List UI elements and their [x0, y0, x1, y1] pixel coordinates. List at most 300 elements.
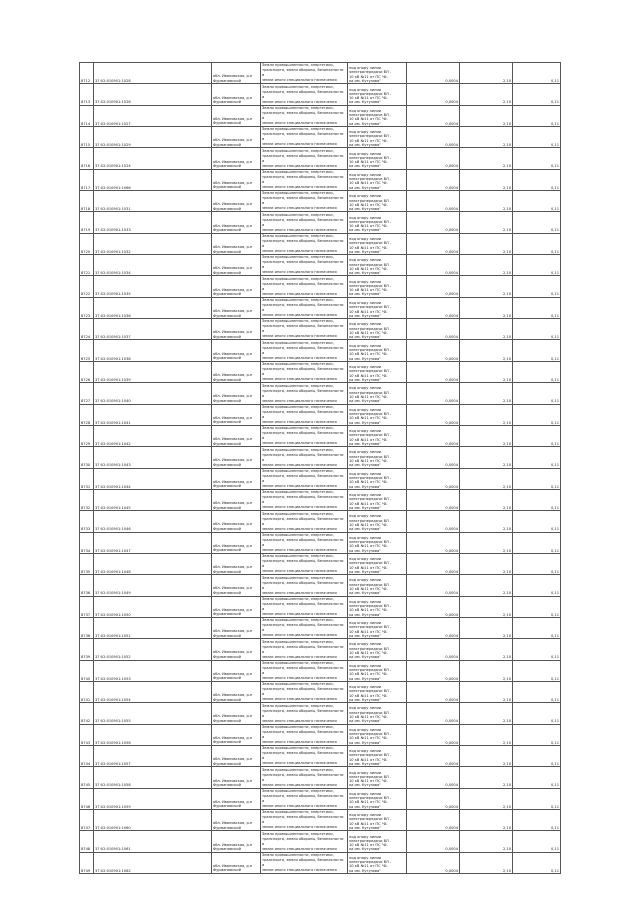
cadastral-number-cell: 37:02:010901:1048	[94, 553, 212, 574]
table-body	[80, 63, 561, 874]
address-cell: обл. Ивановская, р-н Фурмановский	[212, 852, 261, 873]
cadastral-number-cell: 37:02:010901:1027	[94, 105, 212, 126]
land-category-cell: Земли промышленности, энергетики, транспорта, земли обороны, безопасности и земли иного специального назначения	[261, 489, 348, 510]
table-row	[80, 532, 561, 553]
tax-rate-cell: 2,10	[460, 84, 513, 105]
row-number-cell: 8742	[80, 703, 94, 724]
tax-amount-cell: 0,11	[513, 84, 561, 105]
tax-amount-cell: 0,11	[513, 276, 561, 297]
tax-amount-cell: 0,11	[513, 596, 561, 617]
address-cell: обл. Ивановская, р-н Фурмановский	[212, 746, 261, 767]
address-cell: обл. Ивановская, р-н Фурмановский	[212, 788, 261, 809]
permitted-use-cell: под опору линии электропередачи ВЛ - 10 кВ №11 от ПС "Ф- ка им. Кутузова"	[348, 233, 407, 254]
area-cell: 0,0004	[407, 361, 460, 382]
area-cell: 0,0004	[407, 617, 460, 638]
tax-amount-cell: 0,11	[513, 660, 561, 681]
tax-amount-cell: 0,11	[513, 148, 561, 169]
area-cell: 0,0004	[407, 746, 460, 767]
tax-rate-cell: 2,10	[460, 233, 513, 254]
land-category-cell: Земли промышленности, энергетики, транспорта, земли обороны, безопасности и земли иного специального назначения	[261, 361, 348, 382]
table-row	[80, 63, 561, 84]
tax-rate-cell: 2,10	[460, 404, 513, 425]
document-page	[79, 62, 560, 874]
tax-amount-cell: 0,11	[513, 511, 561, 532]
land-category-cell: Земли промышленности, энергетики, транспорта, земли обороны, безопасности и земли иного специального назначения	[261, 596, 348, 617]
table-row	[80, 810, 561, 831]
address-cell: обл. Ивановская, р-н Фурмановский	[212, 596, 261, 617]
address-cell: обл. Ивановская, р-н Фурмановский	[212, 340, 261, 361]
permitted-use-cell: под опору линии электропередачи ВЛ - 10 кВ №11 от ПС "Ф- ка им. Кутузова"	[348, 468, 407, 489]
area-cell: 0,0004	[407, 553, 460, 574]
area-cell: 0,0004	[407, 63, 460, 84]
permitted-use-cell: под опору линии электропередачи ВЛ - 10 кВ №11 от ПС "Ф- ка им. Кутузова"	[348, 63, 407, 84]
tax-amount-cell: 0,11	[513, 681, 561, 702]
area-cell: 0,0004	[407, 639, 460, 660]
address-cell: обл. Ивановская, р-н Фурмановский	[212, 169, 261, 190]
address-cell: обл. Ивановская, р-н Фурмановский	[212, 831, 261, 852]
permitted-use-cell: под опору линии электропередачи ВЛ - 10 кВ №11 от ПС "Ф- ка им. Кутузова"	[348, 532, 407, 553]
permitted-use-cell: под опору линии электропередачи ВЛ - 10 кВ №11 от ПС "Ф- ка им. Кутузова"	[348, 105, 407, 126]
row-number-cell: 8719	[80, 212, 94, 233]
cadastral-number-cell: 37:02:010901:1062	[94, 852, 212, 873]
tax-amount-cell: 0,11	[513, 852, 561, 873]
table-row	[80, 191, 561, 212]
permitted-use-cell: под опору линии электропередачи ВЛ - 10 кВ №11 от ПС "Ф- ка им. Кутузова"	[348, 575, 407, 596]
tax-rate-cell: 2,10	[460, 810, 513, 831]
cadastral-number-cell: 37:02:010901:1056	[94, 724, 212, 745]
area-cell: 0,0004	[407, 852, 460, 873]
tax-amount-cell: 0,11	[513, 724, 561, 745]
land-category-cell: Земли промышленности, энергетики, транспорта, земли обороны, безопасности и земли иного специального назначения	[261, 63, 348, 84]
cadastral-number-cell: 37:02:010901:1041	[94, 404, 212, 425]
row-number-cell: 8732	[80, 489, 94, 510]
tax-rate-cell: 2,10	[460, 63, 513, 84]
tax-rate-cell: 2,10	[460, 105, 513, 126]
permitted-use-cell: под опору линии электропередачи ВЛ - 10 кВ №11 от ПС "Ф- ка им. Кутузова"	[348, 767, 407, 788]
row-number-cell: 8730	[80, 447, 94, 468]
row-number-cell: 8746	[80, 788, 94, 809]
row-number-cell: 8725	[80, 340, 94, 361]
table-row	[80, 703, 561, 724]
tax-rate-cell: 2,10	[460, 425, 513, 446]
permitted-use-cell: под опору линии электропередачи ВЛ - 10 кВ №11 от ПС "Ф- ка им. Кутузова"	[348, 127, 407, 148]
area-cell: 0,0004	[407, 489, 460, 510]
tax-amount-cell: 0,11	[513, 767, 561, 788]
row-number-cell: 8728	[80, 404, 94, 425]
permitted-use-cell: под опору линии электропередачи ВЛ - 10 кВ №11 от ПС "Ф- ка им. Кутузова"	[348, 681, 407, 702]
address-cell: обл. Ивановская, р-н Фурмановский	[212, 703, 261, 724]
area-cell: 0,0004	[407, 255, 460, 276]
address-cell: обл. Ивановская, р-н Фурмановский	[212, 575, 261, 596]
permitted-use-cell: под опору линии электропередачи ВЛ - 10 кВ №11 от ПС "Ф- ка им. Кутузова"	[348, 788, 407, 809]
cadastral-number-cell: 37:02:010901:1051	[94, 617, 212, 638]
row-number-cell: 8749	[80, 852, 94, 873]
area-cell: 0,0004	[407, 511, 460, 532]
address-cell: обл. Ивановская, р-н Фурмановский	[212, 404, 261, 425]
land-category-cell: Земли промышленности, энергетики, транспорта, земли обороны, безопасности и земли иного специального назначения	[261, 468, 348, 489]
tax-rate-cell: 2,10	[460, 212, 513, 233]
cadastral-number-cell: 37:02:010901:1058	[94, 767, 212, 788]
tax-amount-cell: 0,11	[513, 703, 561, 724]
cadastral-number-cell: 37:02:010901:1042	[94, 425, 212, 446]
land-category-cell: Земли промышленности, энергетики, транспорта, земли обороны, безопасности и земли иного специального назначения	[261, 127, 348, 148]
cadastral-number-cell: 37:02:010901:1032	[94, 233, 212, 254]
cadastral-number-cell: 37:02:010901:1050	[94, 596, 212, 617]
area-cell: 0,0004	[407, 532, 460, 553]
permitted-use-cell: под опору линии электропередачи ВЛ - 10 кВ №11 от ПС "Ф- ка им. Кутузова"	[348, 169, 407, 190]
table-row	[80, 511, 561, 532]
permitted-use-cell: под опору линии электропередачи ВЛ - 10 кВ №11 от ПС "Ф- ка им. Кутузова"	[348, 724, 407, 745]
area-cell: 0,0004	[407, 425, 460, 446]
tax-rate-cell: 2,10	[460, 767, 513, 788]
table-row	[80, 361, 561, 382]
cadastral-number-cell: 37:02:010901:1044	[94, 468, 212, 489]
land-category-cell: Земли промышленности, энергетики, транспорта, земли обороны, безопасности и земли иного специального назначения	[261, 532, 348, 553]
table-row	[80, 617, 561, 638]
land-tax-table	[79, 62, 561, 874]
permitted-use-cell: под опору линии электропередачи ВЛ - 10 кВ №11 от ПС "Ф- ка им. Кутузова"	[348, 276, 407, 297]
permitted-use-cell: под опору линии электропередачи ВЛ - 10 кВ №11 от ПС "Ф- ка им. Кутузова"	[348, 852, 407, 873]
land-category-cell: Земли промышленности, энергетики, транспорта, земли обороны, безопасности и земли иного специального назначения	[261, 233, 348, 254]
address-cell: обл. Ивановская, р-н Фурмановский	[212, 425, 261, 446]
tax-amount-cell: 0,11	[513, 105, 561, 126]
row-number-cell: 8712	[80, 63, 94, 84]
tax-amount-cell: 0,11	[513, 575, 561, 596]
table-row	[80, 596, 561, 617]
area-cell: 0,0004	[407, 127, 460, 148]
cadastral-number-cell: 37:02:010901:1038	[94, 340, 212, 361]
tax-rate-cell: 2,10	[460, 276, 513, 297]
address-cell: обл. Ивановская, р-н Фурмановский	[212, 468, 261, 489]
land-category-cell: Земли промышленности, энергетики, транспорта, земли обороны, безопасности и земли иного специального назначения	[261, 703, 348, 724]
land-category-cell: Земли промышленности, энергетики, транспорта, земли обороны, безопасности и земли иного специального назначения	[261, 276, 348, 297]
land-category-cell: Земли промышленности, энергетики, транспорта, земли обороны, безопасности и земли иного специального назначения	[261, 511, 348, 532]
tax-rate-cell: 2,10	[460, 831, 513, 852]
permitted-use-cell: под опору линии электропередачи ВЛ - 10 кВ №11 от ПС "Ф- ка им. Кутузова"	[348, 148, 407, 169]
land-category-cell: Земли промышленности, энергетики, транспорта, земли обороны, безопасности и земли иного специального назначения	[261, 255, 348, 276]
cadastral-number-cell: 37:02:010901:1033	[94, 212, 212, 233]
tax-amount-cell: 0,11	[513, 532, 561, 553]
address-cell: обл. Ивановская, р-н Фурмановский	[212, 767, 261, 788]
cadastral-number-cell: 37:02:010901:1061	[94, 831, 212, 852]
permitted-use-cell: под опору линии электропередачи ВЛ - 10 кВ №11 от ПС "Ф- ка им. Кутузова"	[348, 383, 407, 404]
table-row	[80, 127, 561, 148]
land-category-cell: Земли промышленности, энергетики, транспорта, земли обороны, безопасности и земли иного специального назначения	[261, 660, 348, 681]
row-number-cell: 8727	[80, 383, 94, 404]
row-number-cell: 8747	[80, 810, 94, 831]
row-number-cell: 8743	[80, 724, 94, 745]
table-row	[80, 788, 561, 809]
row-number-cell: 8716	[80, 148, 94, 169]
address-cell: обл. Ивановская, р-н Фурмановский	[212, 148, 261, 169]
tax-amount-cell: 0,11	[513, 319, 561, 340]
table-row	[80, 84, 561, 105]
land-category-cell: Земли промышленности, энергетики, транспорта, земли обороны, безопасности и земли иного специального назначения	[261, 447, 348, 468]
land-category-cell: Земли промышленности, энергетики, транспорта, земли обороны, безопасности и земли иного специального назначения	[261, 681, 348, 702]
permitted-use-cell: под опору линии электропередачи ВЛ - 10 кВ №11 от ПС "Ф- ка им. Кутузова"	[348, 831, 407, 852]
permitted-use-cell: под опору линии электропередачи ВЛ - 10 кВ №11 от ПС "Ф- ка им. Кутузова"	[348, 404, 407, 425]
tax-rate-cell: 2,10	[460, 127, 513, 148]
cadastral-number-cell: 37:02:010901:1059	[94, 788, 212, 809]
area-cell: 0,0004	[407, 191, 460, 212]
area-cell: 0,0004	[407, 169, 460, 190]
area-cell: 0,0004	[407, 831, 460, 852]
tax-amount-cell: 0,11	[513, 489, 561, 510]
permitted-use-cell: под опору линии электропередачи ВЛ - 10 кВ №11 от ПС "Ф- ка им. Кутузова"	[348, 639, 407, 660]
cadastral-number-cell: 37:02:010901:1035	[94, 276, 212, 297]
table-row	[80, 724, 561, 745]
cadastral-number-cell: 37:02:010901:1036	[94, 297, 212, 318]
permitted-use-cell: под опору линии электропередачи ВЛ - 10 кВ №11 от ПС "Ф- ка им. Кутузова"	[348, 746, 407, 767]
tax-amount-cell: 0,11	[513, 425, 561, 446]
land-category-cell: Земли промышленности, энергетики, транспорта, земли обороны, безопасности и земли иного специального назначения	[261, 810, 348, 831]
permitted-use-cell: под опору линии электропередачи ВЛ - 10 кВ №11 от ПС "Ф- ка им. Кутузова"	[348, 447, 407, 468]
tax-rate-cell: 2,10	[460, 596, 513, 617]
table-row	[80, 831, 561, 852]
cadastral-number-cell: 37:02:010901:1043	[94, 447, 212, 468]
permitted-use-cell: под опору линии электропередачи ВЛ - 10 кВ №11 от ПС "Ф- ка им. Кутузова"	[348, 212, 407, 233]
area-cell: 0,0004	[407, 297, 460, 318]
cadastral-number-cell: 37:02:010901:1066	[94, 169, 212, 190]
row-number-cell: 8738	[80, 617, 94, 638]
table-row	[80, 681, 561, 702]
tax-amount-cell: 0,11	[513, 361, 561, 382]
area-cell: 0,0004	[407, 233, 460, 254]
address-cell: обл. Ивановская, р-н Фурмановский	[212, 617, 261, 638]
land-category-cell: Земли промышленности, энергетики, транспорта, земли обороны, безопасности и земли иного специального назначения	[261, 148, 348, 169]
land-category-cell: Земли промышленности, энергетики, транспорта, земли обороны, безопасности и земли иного специального назначения	[261, 319, 348, 340]
address-cell: обл. Ивановская, р-н Фурмановский	[212, 553, 261, 574]
cadastral-number-cell: 37:02:010901:1049	[94, 575, 212, 596]
land-category-cell: Земли промышленности, энергетики, транспорта, земли обороны, безопасности и земли иного специального назначения	[261, 746, 348, 767]
cadastral-number-cell: 37:02:010901:1026	[94, 84, 212, 105]
tax-rate-cell: 2,10	[460, 383, 513, 404]
area-cell: 0,0004	[407, 468, 460, 489]
table-row	[80, 639, 561, 660]
area-cell: 0,0004	[407, 681, 460, 702]
cadastral-number-cell: 37:02:010901:1057	[94, 746, 212, 767]
area-cell: 0,0004	[407, 276, 460, 297]
area-cell: 0,0004	[407, 212, 460, 233]
area-cell: 0,0004	[407, 596, 460, 617]
address-cell: обл. Ивановская, р-н Фурмановский	[212, 810, 261, 831]
cadastral-number-cell: 37:02:010901:1053	[94, 660, 212, 681]
tax-rate-cell: 2,10	[460, 703, 513, 724]
permitted-use-cell: под опору линии электропередачи ВЛ - 10 кВ №11 от ПС "Ф- ка им. Кутузова"	[348, 340, 407, 361]
cadastral-number-cell: 37:02:010901:1034	[94, 255, 212, 276]
address-cell: обл. Ивановская, р-н Фурмановский	[212, 63, 261, 84]
permitted-use-cell: под опору линии электропередачи ВЛ - 10 кВ №11 от ПС "Ф- ка им. Кутузова"	[348, 361, 407, 382]
row-number-cell: 8713	[80, 84, 94, 105]
row-number-cell: 8737	[80, 596, 94, 617]
table-row	[80, 233, 561, 254]
table-row	[80, 767, 561, 788]
table-row	[80, 297, 561, 318]
tax-rate-cell: 2,10	[460, 297, 513, 318]
area-cell: 0,0004	[407, 788, 460, 809]
permitted-use-cell: под опору линии электропередачи ВЛ - 10 кВ №11 от ПС "Ф- ка им. Кутузова"	[348, 660, 407, 681]
land-category-cell: Земли промышленности, энергетики, транспорта, земли обороны, безопасности и земли иного специального назначения	[261, 404, 348, 425]
table-row	[80, 575, 561, 596]
address-cell: обл. Ивановская, р-н Фурмановский	[212, 511, 261, 532]
permitted-use-cell: под опору линии электропередачи ВЛ - 10 кВ №11 от ПС "Ф- ка им. Кутузова"	[348, 84, 407, 105]
table-row	[80, 148, 561, 169]
table-row	[80, 169, 561, 190]
table-row	[80, 746, 561, 767]
tax-rate-cell: 2,10	[460, 681, 513, 702]
tax-amount-cell: 0,11	[513, 788, 561, 809]
area-cell: 0,0004	[407, 703, 460, 724]
tax-rate-cell: 2,10	[460, 489, 513, 510]
land-category-cell: Земли промышленности, энергетики, транспорта, земли обороны, безопасности и земли иного специального назначения	[261, 724, 348, 745]
tax-rate-cell: 2,10	[460, 511, 513, 532]
tax-rate-cell: 2,10	[460, 852, 513, 873]
permitted-use-cell: под опору линии электропередачи ВЛ - 10 кВ №11 от ПС "Ф- ка им. Кутузова"	[348, 489, 407, 510]
table-row	[80, 468, 561, 489]
tax-amount-cell: 0,11	[513, 255, 561, 276]
land-category-cell: Земли промышленности, энергетики, транспорта, земли обороны, безопасности и земли иного специального назначения	[261, 191, 348, 212]
tax-rate-cell: 2,10	[460, 340, 513, 361]
area-cell: 0,0004	[407, 447, 460, 468]
tax-rate-cell: 2,10	[460, 532, 513, 553]
land-category-cell: Земли промышленности, энергетики, транспорта, земли обороны, безопасности и земли иного специального назначения	[261, 169, 348, 190]
land-category-cell: Земли промышленности, энергетики, транспорта, земли обороны, безопасности и земли иного специального назначения	[261, 767, 348, 788]
address-cell: обл. Ивановская, р-н Фурмановский	[212, 660, 261, 681]
land-category-cell: Земли промышленности, энергетики, транспорта, земли обороны, безопасности и земли иного специального назначения	[261, 788, 348, 809]
row-number-cell: 8748	[80, 831, 94, 852]
permitted-use-cell: под опору линии электропередачи ВЛ - 10 кВ №11 от ПС "Ф- ка им. Кутузова"	[348, 596, 407, 617]
cadastral-number-cell: 37:02:010901:1052	[94, 639, 212, 660]
address-cell: обл. Ивановская, р-н Фурмановский	[212, 127, 261, 148]
tax-amount-cell: 0,11	[513, 468, 561, 489]
land-category-cell: Земли промышленности, энергетики, транспорта, земли обороны, безопасности и земли иного специального назначения	[261, 340, 348, 361]
land-category-cell: Земли промышленности, энергетики, транспорта, земли обороны, безопасности и земли иного специального назначения	[261, 617, 348, 638]
address-cell: обл. Ивановская, р-н Фурмановский	[212, 447, 261, 468]
land-category-cell: Земли промышленности, энергетики, транспорта, земли обороны, безопасности и земли иного специального назначения	[261, 84, 348, 105]
address-cell: обл. Ивановская, р-н Фурмановский	[212, 212, 261, 233]
land-category-cell: Земли промышленности, энергетики, транспорта, земли обороны, безопасности и земли иного специального назначения	[261, 852, 348, 873]
cadastral-number-cell: 37:02:010901:1039	[94, 361, 212, 382]
permitted-use-cell: под опору линии электропередачи ВЛ - 10 кВ №11 от ПС "Ф- ка им. Кутузова"	[348, 511, 407, 532]
address-cell: обл. Ивановская, р-н Фурмановский	[212, 84, 261, 105]
tax-amount-cell: 0,11	[513, 553, 561, 574]
land-category-cell: Земли промышленности, энергетики, транспорта, земли обороны, безопасности и земли иного специального назначения	[261, 831, 348, 852]
address-cell: обл. Ивановская, р-н Фурмановский	[212, 639, 261, 660]
table-row	[80, 105, 561, 126]
tax-amount-cell: 0,11	[513, 746, 561, 767]
cadastral-number-cell: 37:02:010901:1037	[94, 319, 212, 340]
row-number-cell: 8733	[80, 511, 94, 532]
table-row	[80, 212, 561, 233]
permitted-use-cell: под опору линии электропередачи ВЛ - 10 кВ №11 от ПС "Ф- ка им. Кутузова"	[348, 255, 407, 276]
row-number-cell: 8724	[80, 319, 94, 340]
row-number-cell: 8736	[80, 575, 94, 596]
table-row	[80, 404, 561, 425]
tax-amount-cell: 0,11	[513, 169, 561, 190]
tax-amount-cell: 0,11	[513, 127, 561, 148]
tax-amount-cell: 0,11	[513, 233, 561, 254]
tax-rate-cell: 2,10	[460, 255, 513, 276]
table-row	[80, 319, 561, 340]
address-cell: обл. Ивановская, р-н Фурмановский	[212, 681, 261, 702]
address-cell: обл. Ивановская, р-н Фурмановский	[212, 297, 261, 318]
address-cell: обл. Ивановская, р-н Фурмановский	[212, 105, 261, 126]
tax-rate-cell: 2,10	[460, 191, 513, 212]
tax-rate-cell: 2,10	[460, 148, 513, 169]
tax-rate-cell: 2,10	[460, 319, 513, 340]
table-row	[80, 255, 561, 276]
tax-amount-cell: 0,11	[513, 191, 561, 212]
tax-amount-cell: 0,11	[513, 617, 561, 638]
area-cell: 0,0004	[407, 84, 460, 105]
table-row	[80, 447, 561, 468]
tax-amount-cell: 0,11	[513, 831, 561, 852]
tax-amount-cell: 0,11	[513, 447, 561, 468]
land-category-cell: Земли промышленности, энергетики, транспорта, земли обороны, безопасности и земли иного специального назначения	[261, 425, 348, 446]
row-number-cell: 8723	[80, 297, 94, 318]
table-row	[80, 852, 561, 873]
tax-amount-cell: 0,11	[513, 404, 561, 425]
row-number-cell: 8722	[80, 276, 94, 297]
cadastral-number-cell: 37:02:010901:1060	[94, 810, 212, 831]
table-row	[80, 489, 561, 510]
table-row	[80, 553, 561, 574]
tax-rate-cell: 2,10	[460, 788, 513, 809]
permitted-use-cell: под опору линии электропередачи ВЛ - 10 кВ №11 от ПС "Ф- ка им. Кутузова"	[348, 617, 407, 638]
cadastral-number-cell: 37:02:010901:1024	[94, 148, 212, 169]
cadastral-number-cell: 37:02:010901:1040	[94, 383, 212, 404]
address-cell: обл. Ивановская, р-н Фурмановский	[212, 319, 261, 340]
tax-amount-cell: 0,11	[513, 383, 561, 404]
table-row	[80, 340, 561, 361]
row-number-cell: 8717	[80, 169, 94, 190]
row-number-cell: 8744	[80, 746, 94, 767]
tax-rate-cell: 2,10	[460, 660, 513, 681]
tax-rate-cell: 2,10	[460, 639, 513, 660]
area-cell: 0,0004	[407, 767, 460, 788]
address-cell: обл. Ивановская, р-н Фурмановский	[212, 383, 261, 404]
row-number-cell: 8726	[80, 361, 94, 382]
cadastral-number-cell: 37:02:010901:1054	[94, 681, 212, 702]
address-cell: обл. Ивановская, р-н Фурмановский	[212, 532, 261, 553]
tax-amount-cell: 0,11	[513, 297, 561, 318]
land-category-cell: Земли промышленности, энергетики, транспорта, земли обороны, безопасности и земли иного специального назначения	[261, 553, 348, 574]
tax-amount-cell: 0,11	[513, 212, 561, 233]
permitted-use-cell: под опору линии электропередачи ВЛ - 10 кВ №11 от ПС "Ф- ка им. Кутузова"	[348, 191, 407, 212]
cadastral-number-cell: 37:02:010901:1031	[94, 191, 212, 212]
cadastral-number-cell: 37:02:010901:1028	[94, 63, 212, 84]
area-cell: 0,0004	[407, 404, 460, 425]
area-cell: 0,0004	[407, 383, 460, 404]
land-category-cell: Земли промышленности, энергетики, транспорта, земли обороны, безопасности и земли иного специального назначения	[261, 212, 348, 233]
table-row	[80, 425, 561, 446]
permitted-use-cell: под опору линии электропередачи ВЛ - 10 кВ №11 от ПС "Ф- ка им. Кутузова"	[348, 425, 407, 446]
land-category-cell: Земли промышленности, энергетики, транспорта, земли обороны, безопасности и земли иного специального назначения	[261, 105, 348, 126]
land-category-cell: Земли промышленности, энергетики, транспорта, земли обороны, безопасности и земли иного специального назначения	[261, 575, 348, 596]
address-cell: обл. Ивановская, р-н Фурмановский	[212, 191, 261, 212]
cadastral-number-cell: 37:02:010901:1046	[94, 511, 212, 532]
area-cell: 0,0004	[407, 660, 460, 681]
tax-rate-cell: 2,10	[460, 468, 513, 489]
table-row	[80, 383, 561, 404]
land-category-cell: Земли промышленности, энергетики, транспорта, земли обороны, безопасности и земли иного специального назначения	[261, 383, 348, 404]
permitted-use-cell: под опору линии электропередачи ВЛ - 10 кВ №11 от ПС "Ф- ка им. Кутузова"	[348, 703, 407, 724]
address-cell: обл. Ивановская, р-н Фурмановский	[212, 361, 261, 382]
area-cell: 0,0004	[407, 575, 460, 596]
tax-rate-cell: 2,10	[460, 575, 513, 596]
cadastral-number-cell: 37:02:010901:1045	[94, 489, 212, 510]
area-cell: 0,0004	[407, 724, 460, 745]
